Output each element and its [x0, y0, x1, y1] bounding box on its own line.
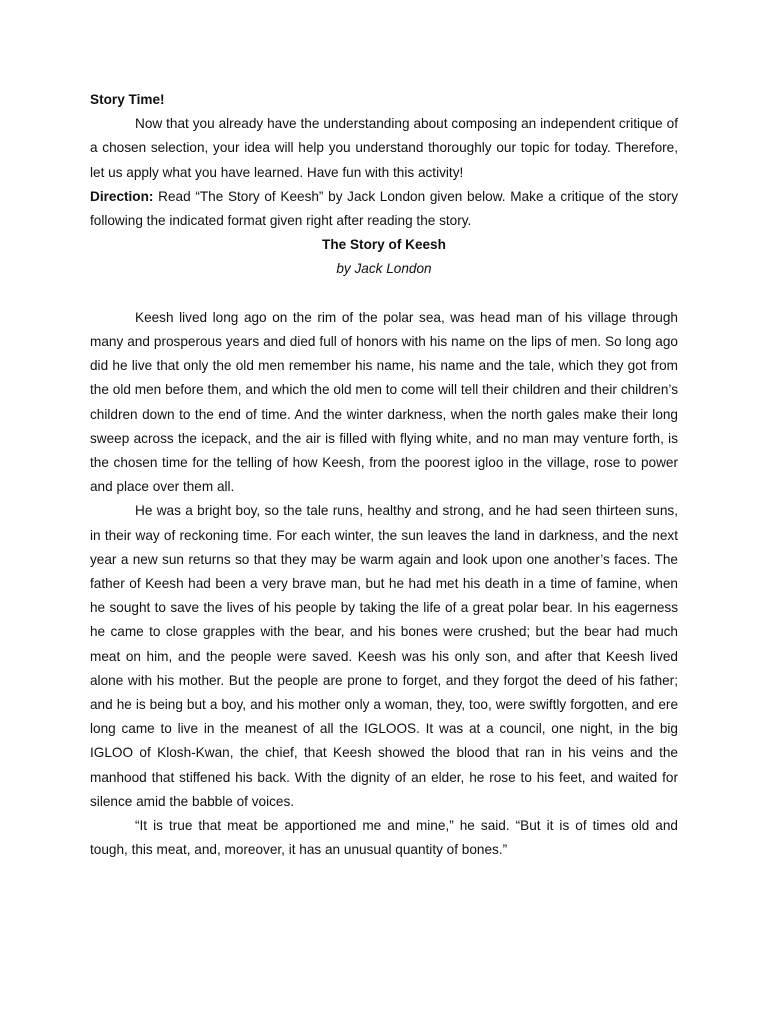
document-page [90, 88, 678, 862]
story-paragraph-1: Keesh lived long ago on the rim of the polar sea, was head man of his village through many and prosperous years and died full of honors with his name on the lips of men. So long ago did he live that only the old men remember his name, his name and the tale, which they got from the old men before them, and which the old men to come will tell their children and their children’s children down to the end of time. And the winter darkness, when the north gales make their long sweep across the icepack, and the air is filled with flying white, and no man may venture forth, is the chosen time for the telling of how Keesh, from the poorest igloo in the village, rose to power and place over them all. [90, 309, 678, 495]
direction-label: Direction: [90, 188, 154, 204]
story-author: by Jack London [336, 261, 432, 277]
direction-text: Read “The Story of Keesh” by Jack London given below. Make a critique of the story following the indicated format given right after reading the story. [90, 188, 678, 229]
intro-paragraph: Now that you already have the understanding about composing an independent critique of a chosen selection, your idea will help you understand thoroughly our topic for today. Therefore, let us apply what you have learned. Have fun with this activity! [90, 116, 678, 180]
blank-line [90, 282, 678, 306]
direction-paragraph [90, 185, 678, 233]
story-paragraph-3: “It is true that meat be apportioned me and mine,” he said. “But it is of times old and tough, this meat, and, moreover, it has an unusual quantity of bones.” [90, 818, 678, 858]
story-paragraph-2: He was a bright boy, so the tale runs, healthy and strong, and he had seen thirteen suns, in their way of reckoning time. For each winter, the sun leaves the land in darkness, and the next year a new sun returns so that they may be warm again and look upon one another’s faces. The father of Keesh had been a very brave man, but he had met his death in a time of famine, when he sought to save the lives of his people by taking the life of a great polar bear. In his eagerness he came to close grapples with the bear, and his bones were crushed; but the bear had much meat on him, and the people were saved. Keesh was his only son, and after that Keesh lived alone with his mother. But the people are prone to forget, and they forgot the deed of his father; and he is being but a boy, and his mother only a woman, they, too, were swiftly forgotten, and ere long came to live in the meanest of all the IGLOOS. It was at a council, one night, in the big IGLOO of Klosh-Kwan, the chief, that Keesh showed the blood that ran in his veins and the manhood that stiffened his back. With the dignity of an elder, he rose to his feet, and waited for silence amid the babble of voices. [90, 503, 678, 809]
section-heading: Story Time! [90, 92, 165, 107]
story-title: The Story of Keesh [322, 237, 446, 253]
